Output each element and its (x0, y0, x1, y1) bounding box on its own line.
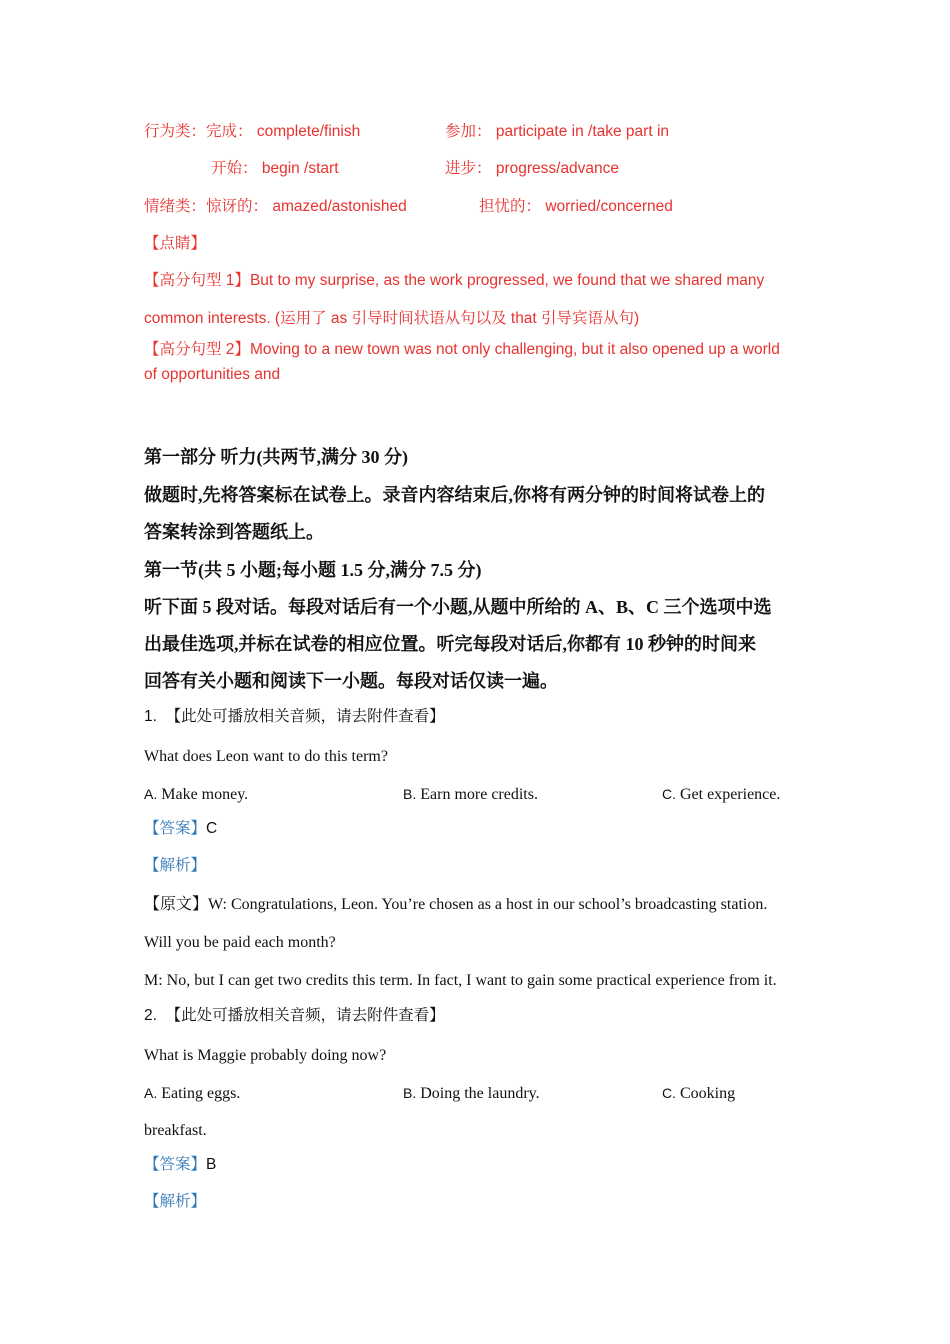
sentence-tag: 【高分句型 2】 (144, 341, 250, 358)
category-label: 情绪类： (144, 198, 207, 215)
question-1-header (144, 707, 445, 727)
question-2-option-c (662, 1083, 735, 1104)
term-value: progress/advance (495, 160, 620, 177)
vocab-row-2-right (445, 159, 619, 179)
question-2-option-a (144, 1083, 240, 1104)
question-2-option-b (403, 1083, 540, 1104)
sub-section-title: 第一节(共 5 小题;每小题 1.5 分,满分 7.5 分) (144, 560, 482, 580)
option-text: Get experience. (680, 786, 781, 803)
question-1-option-b (403, 784, 538, 805)
sentence-text: Moving to a new town was not only challenging, but it also opened up a world (249, 341, 780, 358)
sentence-1-line-1 (144, 271, 764, 291)
sentence-text: But to my surprise, as the work progressed, we found that we shared many (249, 272, 765, 289)
option-letter: A. (144, 1085, 158, 1101)
sentence-2-line-1 (144, 340, 780, 360)
audio-note[interactable]: 【此处可播放相关音频，请去附件查看】 (165, 708, 445, 725)
question-1-transcript-line-2: Will you be paid each month? (144, 934, 336, 951)
answer-value: B (206, 1156, 217, 1173)
question-1-transcript-line-1 (144, 895, 767, 915)
answer-value: C (206, 820, 218, 837)
question-1-option-a (144, 784, 248, 805)
sentence-tag: 【高分句型 1】 (144, 272, 250, 289)
term-label: 担忧的： (479, 198, 542, 215)
term-label: 完成： (206, 123, 253, 140)
question-1-answer (144, 819, 217, 839)
question-2-option-c-wrap: breakfast. (144, 1122, 207, 1139)
term-value: complete/finish (256, 123, 361, 140)
transcript-label: 【原文】 (144, 896, 209, 913)
category-label: 行为类： (144, 123, 207, 140)
term-label: 开始： (211, 160, 258, 177)
instructions-2-line-3: 回答有关小题和阅读下一小题。每段对话仅读一遍。 (144, 671, 558, 691)
option-text: Doing the laundry. (420, 1085, 540, 1102)
question-1-transcript-line-3: M: No, but I can get two credits this term. In fact, I want to gain some practical experience from it. (144, 972, 777, 989)
highlight-heading: 【点睛】 (144, 235, 207, 252)
vocab-row-1-right (445, 122, 669, 142)
term-value: begin /start (261, 160, 339, 177)
vocab-row-1-left (144, 122, 360, 142)
vocab-row-3-left (144, 197, 407, 217)
question-2-analysis-label: 【解析】 (144, 1193, 207, 1210)
instructions-2-line-1: 听下面 5 段对话。每段对话后有一个小题,从题中所给的 A、B、C 三个选项中选 (144, 597, 772, 617)
vocab-row-3-right (479, 197, 673, 217)
instructions-1-line-1: 做题时,先将答案标在试卷上。录音内容结束后,你将有两分钟的时间将试卷上的 (144, 485, 765, 505)
question-number: 1. (144, 708, 157, 725)
answer-label: 【答案】 (144, 1156, 207, 1173)
question-1-text: What does Leon want to do this term? (144, 748, 388, 765)
question-1-option-c (662, 784, 780, 805)
answer-label: 【答案】 (144, 820, 207, 837)
option-letter: B. (403, 786, 417, 802)
term-value: amazed/astonished (272, 198, 407, 215)
question-2-header (144, 1006, 445, 1026)
term-value: worried/concerned (545, 198, 673, 215)
term-label: 惊讶的： (206, 198, 269, 215)
instructions-1-line-2: 答案转涂到答题纸上。 (144, 522, 324, 542)
question-2-answer (144, 1155, 216, 1175)
instructions-2-line-2: 出最佳选项,并标在试卷的相应位置。听完每段对话后,你都有 10 秒钟的时间来 (144, 634, 756, 654)
option-letter: C. (662, 786, 676, 802)
question-1-analysis-label: 【解析】 (144, 857, 207, 874)
option-text: Eating eggs. (161, 1085, 241, 1102)
audio-note[interactable]: 【此处可播放相关音频，请去附件查看】 (165, 1007, 445, 1024)
term-label: 参加： (445, 123, 492, 140)
term-value: participate in /take part in (495, 123, 670, 140)
question-2-text: What is Maggie probably doing now? (144, 1047, 387, 1064)
part-title: 第一部分 听力(共两节,满分 30 分) (144, 447, 408, 467)
sentence-2-line-2: of opportunities and (144, 366, 281, 383)
option-letter: A. (144, 786, 158, 802)
term-label: 进步： (445, 160, 492, 177)
option-text: Earn more credits. (420, 786, 538, 803)
vocab-row-2-left (211, 159, 339, 179)
option-letter: B. (403, 1085, 417, 1101)
sentence-1-line-2: common interests. (运用了 as 引导时间状语从句以及 that 引导宾语从句) (144, 310, 640, 327)
option-text: Cooking (680, 1085, 736, 1102)
question-number: 2. (144, 1007, 157, 1024)
option-letter: C. (662, 1085, 676, 1101)
option-text: Make money. (161, 786, 249, 803)
transcript-text: W: Congratulations, Leon. You’re chosen as a host in our school’s broadcasting station. (208, 896, 768, 913)
